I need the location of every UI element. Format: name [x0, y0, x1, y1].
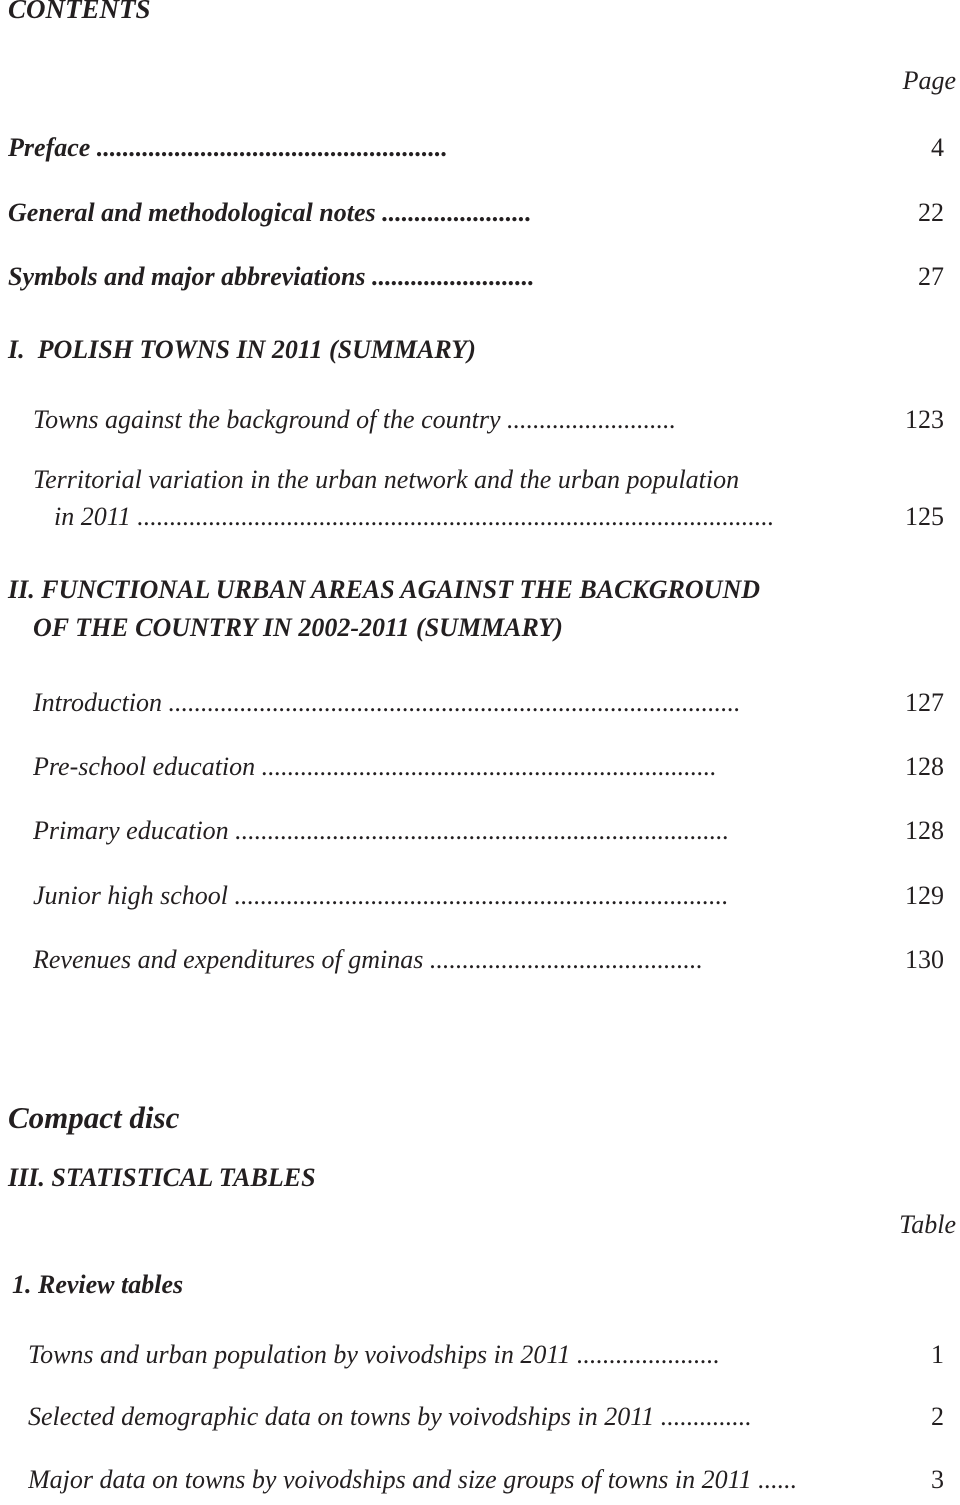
- toc-entry-page: 27: [918, 262, 944, 291]
- toc-entry-label: Pre-school education ......................................................................: [33, 752, 717, 781]
- compact-disc-heading: Compact disc: [8, 1100, 180, 1135]
- toc-entry-page: 128: [905, 816, 944, 845]
- toc-entry-preface[interactable]: [0, 133, 960, 173]
- toc-entry-page: 4: [931, 133, 944, 162]
- toc-entry-table-number: 3: [931, 1465, 944, 1494]
- toc-entry-label: Major data on towns by voivodships and size groups of towns in 2011 ......: [28, 1465, 798, 1494]
- sub-heading-review-tables: 1. Review tables: [12, 1270, 184, 1299]
- toc-entry-table-1[interactable]: [0, 1340, 960, 1380]
- toc-entry-label: in 2011 ..................................................................................................: [54, 502, 775, 531]
- toc-entry-page: 125: [905, 502, 944, 531]
- toc-entry-page: 127: [905, 688, 944, 717]
- page-title: CONTENTS: [8, 0, 151, 24]
- toc-entry-introduction[interactable]: [0, 688, 960, 728]
- toc-entry-table-2[interactable]: [0, 1402, 960, 1442]
- toc-entry-page: 123: [905, 405, 944, 434]
- section-heading-ii: II. FUNCTIONAL URBAN AREAS AGAINST THE BACKGROUND: [8, 575, 760, 604]
- section-heading-iii: III. STATISTICAL TABLES: [8, 1163, 316, 1192]
- toc-entry-label: Introduction ........................................................................................: [33, 688, 741, 717]
- toc-entry-label: Primary education ............................................................................: [33, 816, 730, 845]
- table-column-label: Table: [899, 1210, 956, 1239]
- section-heading-ii-cont: OF THE COUNTRY IN 2002-2011 (SUMMARY): [33, 613, 563, 642]
- toc-entry-page: 128: [905, 752, 944, 781]
- toc-entry-label: Symbols and major abbreviations .........................: [8, 262, 535, 291]
- toc-entry-page: 129: [905, 881, 944, 910]
- toc-entry-label: Towns and urban population by voivodships in 2011 ......................: [28, 1340, 720, 1369]
- toc-entry-towns-background[interactable]: [0, 405, 960, 445]
- toc-entry-page: 130: [905, 945, 944, 974]
- toc-entry-table-3[interactable]: [0, 1465, 960, 1505]
- section-heading-i: I. POLISH TOWNS IN 2011 (SUMMARY): [8, 335, 476, 364]
- toc-entry-label: Revenues and expenditures of gminas ..........................................: [33, 945, 703, 974]
- toc-entry-territorial-variation[interactable]: [0, 465, 960, 505]
- page-column-label: Page: [902, 66, 956, 95]
- toc-entry-label: Preface ......................................................: [8, 133, 448, 162]
- toc-entry-table-number: 2: [931, 1402, 944, 1431]
- toc-entry-label: Territorial variation in the urban network and the urban population: [33, 465, 740, 494]
- toc-entry-label: Towns against the background of the country ..........................: [33, 405, 677, 434]
- toc-entry-revenues[interactable]: [0, 945, 960, 985]
- toc-entry-general-notes[interactable]: [0, 198, 960, 238]
- toc-entry-table-number: 1: [931, 1340, 944, 1369]
- toc-entry-label: Junior high school ............................................................................: [33, 881, 729, 910]
- toc-entry-label: Selected demographic data on towns by voivodships in 2011 ..............: [28, 1402, 752, 1431]
- toc-entry-page: 22: [918, 198, 944, 227]
- toc-entry-primary[interactable]: [0, 816, 960, 856]
- toc-entry-label: General and methodological notes .......................: [8, 198, 532, 227]
- toc-entry-junior-high[interactable]: [0, 881, 960, 921]
- toc-entry-pre-school[interactable]: [0, 752, 960, 792]
- toc-entry-symbols[interactable]: [0, 262, 960, 302]
- toc-entry-territorial-variation-cont[interactable]: [0, 502, 960, 542]
